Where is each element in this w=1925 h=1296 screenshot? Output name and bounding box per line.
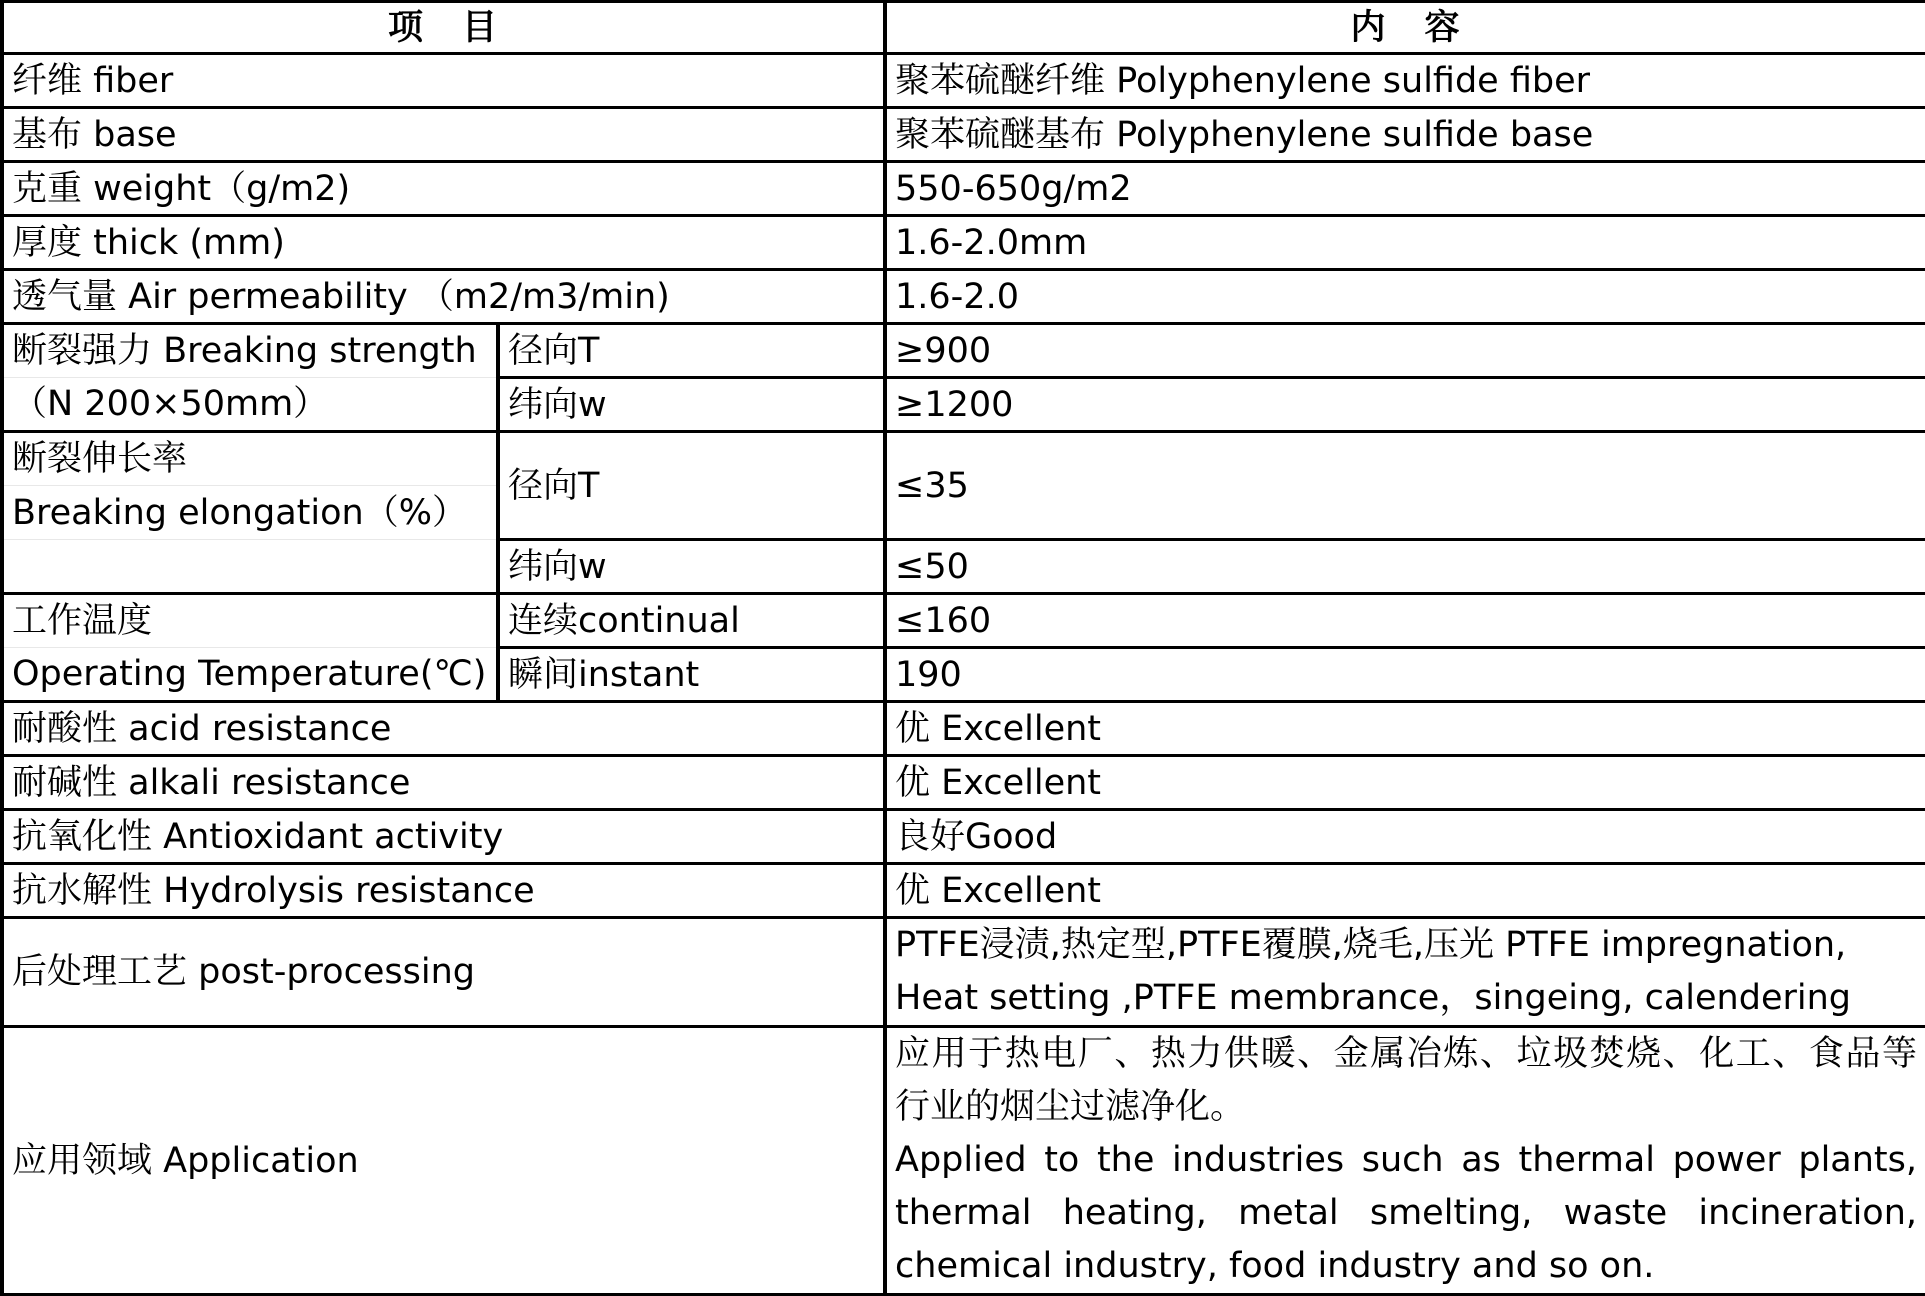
elongation-weft-label: 纬向w bbox=[498, 540, 885, 594]
post-processing-label: 后处理工艺 post-processing bbox=[2, 918, 885, 1027]
alkali-value: 优 Excellent bbox=[885, 756, 1925, 810]
table-row bbox=[2, 378, 1925, 432]
temperature-instant-value: 190 bbox=[885, 648, 1925, 702]
table-row bbox=[2, 270, 1925, 324]
elongation-warp-value: ≤35 bbox=[885, 432, 1925, 540]
breaking-strength-warp-value: ≥900 bbox=[885, 324, 1925, 378]
alkali-label: 耐碱性 alkali resistance bbox=[2, 756, 885, 810]
breaking-strength-warp-label: 径向T bbox=[498, 324, 885, 378]
fiber-value: 聚苯硫醚纤维 Polyphenylene sulfide fiber bbox=[885, 54, 1925, 108]
post-processing-value-line2: Heat setting ,PTFE membrance，singeing, calendering bbox=[895, 978, 1852, 1018]
elongation-label-line1: 断裂伸长率 bbox=[2, 432, 498, 486]
application-value-line1: 应用于热电厂、热力供暖、金属冶炼、垃圾焚烧、化工、食品等 bbox=[895, 1034, 1918, 1074]
table-row bbox=[2, 432, 1925, 486]
base-label: 基布 base bbox=[2, 108, 885, 162]
thick-label: 厚度 thick (mm) bbox=[2, 216, 885, 270]
application-value bbox=[885, 1027, 1925, 1295]
header-item: 项 目 bbox=[2, 2, 885, 54]
antioxidant-label: 抗氧化性 Antioxidant activity bbox=[2, 810, 885, 864]
table-row bbox=[2, 918, 1925, 1027]
breaking-strength-weft-value: ≥1200 bbox=[885, 378, 1925, 432]
breaking-strength-label-line1: 断裂强力 Breaking strength bbox=[2, 324, 498, 378]
temperature-label-line2: Operating Temperature(℃) bbox=[2, 648, 498, 702]
breaking-strength-label-line2: （N 200×50mm） bbox=[2, 378, 498, 432]
elongation-label-blank bbox=[2, 540, 498, 594]
elongation-label-line2: Breaking elongation（%） bbox=[2, 486, 498, 540]
application-label: 应用领域 Application bbox=[2, 1027, 885, 1295]
temperature-continual-label: 连续continual bbox=[498, 594, 885, 648]
application-value-line5: chemical industry, food industry and so on. bbox=[895, 1246, 1655, 1286]
hydrolysis-label: 抗水解性 Hydrolysis resistance bbox=[2, 864, 885, 918]
table-row bbox=[2, 108, 1925, 162]
hydrolysis-value: 优 Excellent bbox=[885, 864, 1925, 918]
table-row bbox=[2, 162, 1925, 216]
air-value: 1.6-2.0 bbox=[885, 270, 1925, 324]
temperature-instant-label: 瞬间instant bbox=[498, 648, 885, 702]
table-row bbox=[2, 702, 1925, 756]
weight-label: 克重 weight（g/m2) bbox=[2, 162, 885, 216]
table-row bbox=[2, 810, 1925, 864]
table-row bbox=[2, 1027, 1925, 1295]
table-row bbox=[2, 864, 1925, 918]
header-row bbox=[2, 2, 1925, 54]
temperature-continual-value: ≤160 bbox=[885, 594, 1925, 648]
air-label: 透气量 Air permeability （m2/m3/min) bbox=[2, 270, 885, 324]
header-content: 内 容 bbox=[885, 2, 1925, 54]
table-row bbox=[2, 324, 1925, 378]
elongation-warp-label: 径向T bbox=[498, 432, 885, 540]
weight-value: 550-650g/m2 bbox=[885, 162, 1925, 216]
table-row bbox=[2, 216, 1925, 270]
base-value: 聚苯硫醚基布 Polyphenylene sulfide base bbox=[885, 108, 1925, 162]
table-row bbox=[2, 756, 1925, 810]
post-processing-value bbox=[885, 918, 1925, 1027]
application-value-line3: Applied to the industries such as thermal power plants, bbox=[895, 1140, 1918, 1180]
thick-value: 1.6-2.0mm bbox=[885, 216, 1925, 270]
antioxidant-value: 良好Good bbox=[885, 810, 1925, 864]
breaking-strength-weft-label: 纬向w bbox=[498, 378, 885, 432]
acid-value: 优 Excellent bbox=[885, 702, 1925, 756]
post-processing-value-line1: PTFE浸渍,热定型,PTFE覆膜,烧毛,压光 PTFE impregnation, bbox=[895, 925, 1847, 965]
application-value-line4: thermal heating, metal smelting, waste incineration, bbox=[895, 1193, 1918, 1233]
fiber-label: 纤维 fiber bbox=[2, 54, 885, 108]
temperature-label-line1: 工作温度 bbox=[2, 594, 498, 648]
table-row bbox=[2, 648, 1925, 702]
acid-label: 耐酸性 acid resistance bbox=[2, 702, 885, 756]
application-value-line2: 行业的烟尘过滤净化。 bbox=[895, 1087, 1246, 1127]
elongation-weft-value: ≤50 bbox=[885, 540, 1925, 594]
table-row bbox=[2, 540, 1925, 594]
table-row bbox=[2, 54, 1925, 108]
table-row bbox=[2, 594, 1925, 648]
